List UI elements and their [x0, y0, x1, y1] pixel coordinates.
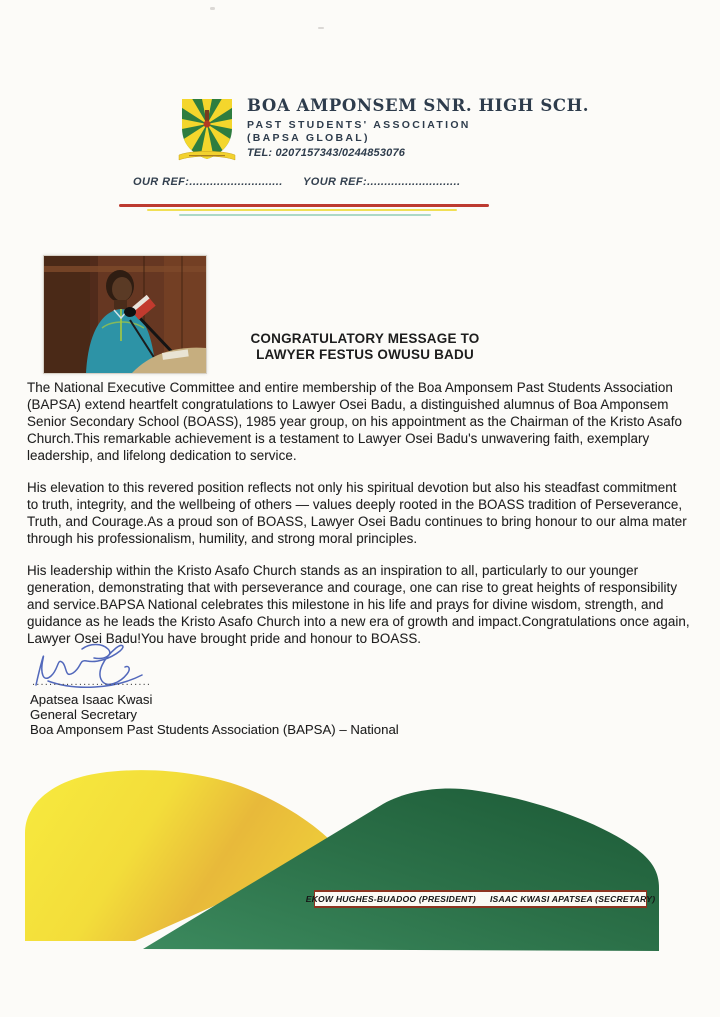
- signatory-name: Apatsea Isaac Kwasi: [30, 692, 153, 707]
- letter-title-line2: LAWYER FESTUS OWUSU BADU: [256, 347, 474, 362]
- scan-speck: [318, 27, 324, 29]
- signatory-org: Boa Amponsem Past Students Association (BAPSA) – National: [30, 722, 399, 737]
- our-ref-label: OUR REF:...........................: [133, 176, 283, 188]
- signature-dotted-line: ............................: [32, 676, 152, 688]
- association-name: PAST STUDENTS' ASSOCIATION: [247, 119, 471, 131]
- school-crest-icon: [177, 96, 237, 164]
- school-name: BOA AMPONSEM SNR. HIGH SCH.: [247, 96, 590, 115]
- paragraph-1: The National Executive Committee and entire membership of the Boa Amponsem Past Students Association (BAPSA) extend heartfelt congratulations to Lawyer Osei Badu, a distinguished alumnus of Boa Amponsem Senior Secondary School (BOASS), 1985 year group, on his appointment as the Chairman of the Kristo Asafo Church.This remarkable achievement is a testament to Lawyer Osei Badu's unwavering faith, exemplary leadership, and lifelong dedication to service.: [27, 380, 683, 463]
- letter-title: [195, 331, 535, 363]
- paragraph-3: His leadership within the Kristo Asafo Church stands as an inspiration to all, particularly to our younger generation, demonstrating that with perseverance and courage, one can rise to great heights of responsibility and service.BAPSA National celebrates this milestone in his life and prays for divine wisdom, strength, and guidance as he leads the Kristo Asafo Church into a new era of growth and impact.Congratulations once again, Lawyer Osei Badu!You have brought pride and honour to BOASS.: [27, 563, 690, 646]
- letter-title-line1: CONGRATULATORY MESSAGE TO: [250, 331, 480, 346]
- your-ref-label: YOUR REF:...........................: [303, 176, 461, 188]
- phone-line: TEL: 0207157343/0244853076: [247, 147, 406, 159]
- footer-hills-graphic: [0, 758, 720, 1017]
- officers-banner: [305, 890, 656, 908]
- header-rule-yellow: [147, 209, 457, 211]
- signatory-block: [30, 692, 399, 737]
- president-name: EKOW HUGHES-BUADOO (PRESIDENT): [305, 894, 476, 904]
- secretary-name: ISAAC KWASI APATSEA (SECRETARY): [489, 894, 656, 904]
- header-rule-green: [179, 214, 431, 216]
- paragraph-2: His elevation to this revered position reflects not only his spiritual devotion but also his steadfast commitment to truth, integrity, and the wellbeing of others — values deeply rooted in the BOASS tradition of Perseverance, Truth, and Courage.As a proud son of BOASS, Lawyer Osei Badu continues to bring honour to our alma mater through his professionalism, humility, and strong moral principles.: [27, 480, 687, 546]
- signatory-role: General Secretary: [30, 707, 138, 722]
- scan-speck: [210, 7, 215, 10]
- letterhead-text-block: [247, 96, 589, 159]
- chairman-photo: [43, 255, 207, 374]
- header-rule-red: [119, 204, 489, 207]
- association-subname: (BAPSA GLOBAL): [247, 132, 370, 144]
- letter-body: [27, 379, 691, 662]
- chairman-photo-image: [44, 256, 206, 373]
- school-crest-logo: [177, 96, 237, 169]
